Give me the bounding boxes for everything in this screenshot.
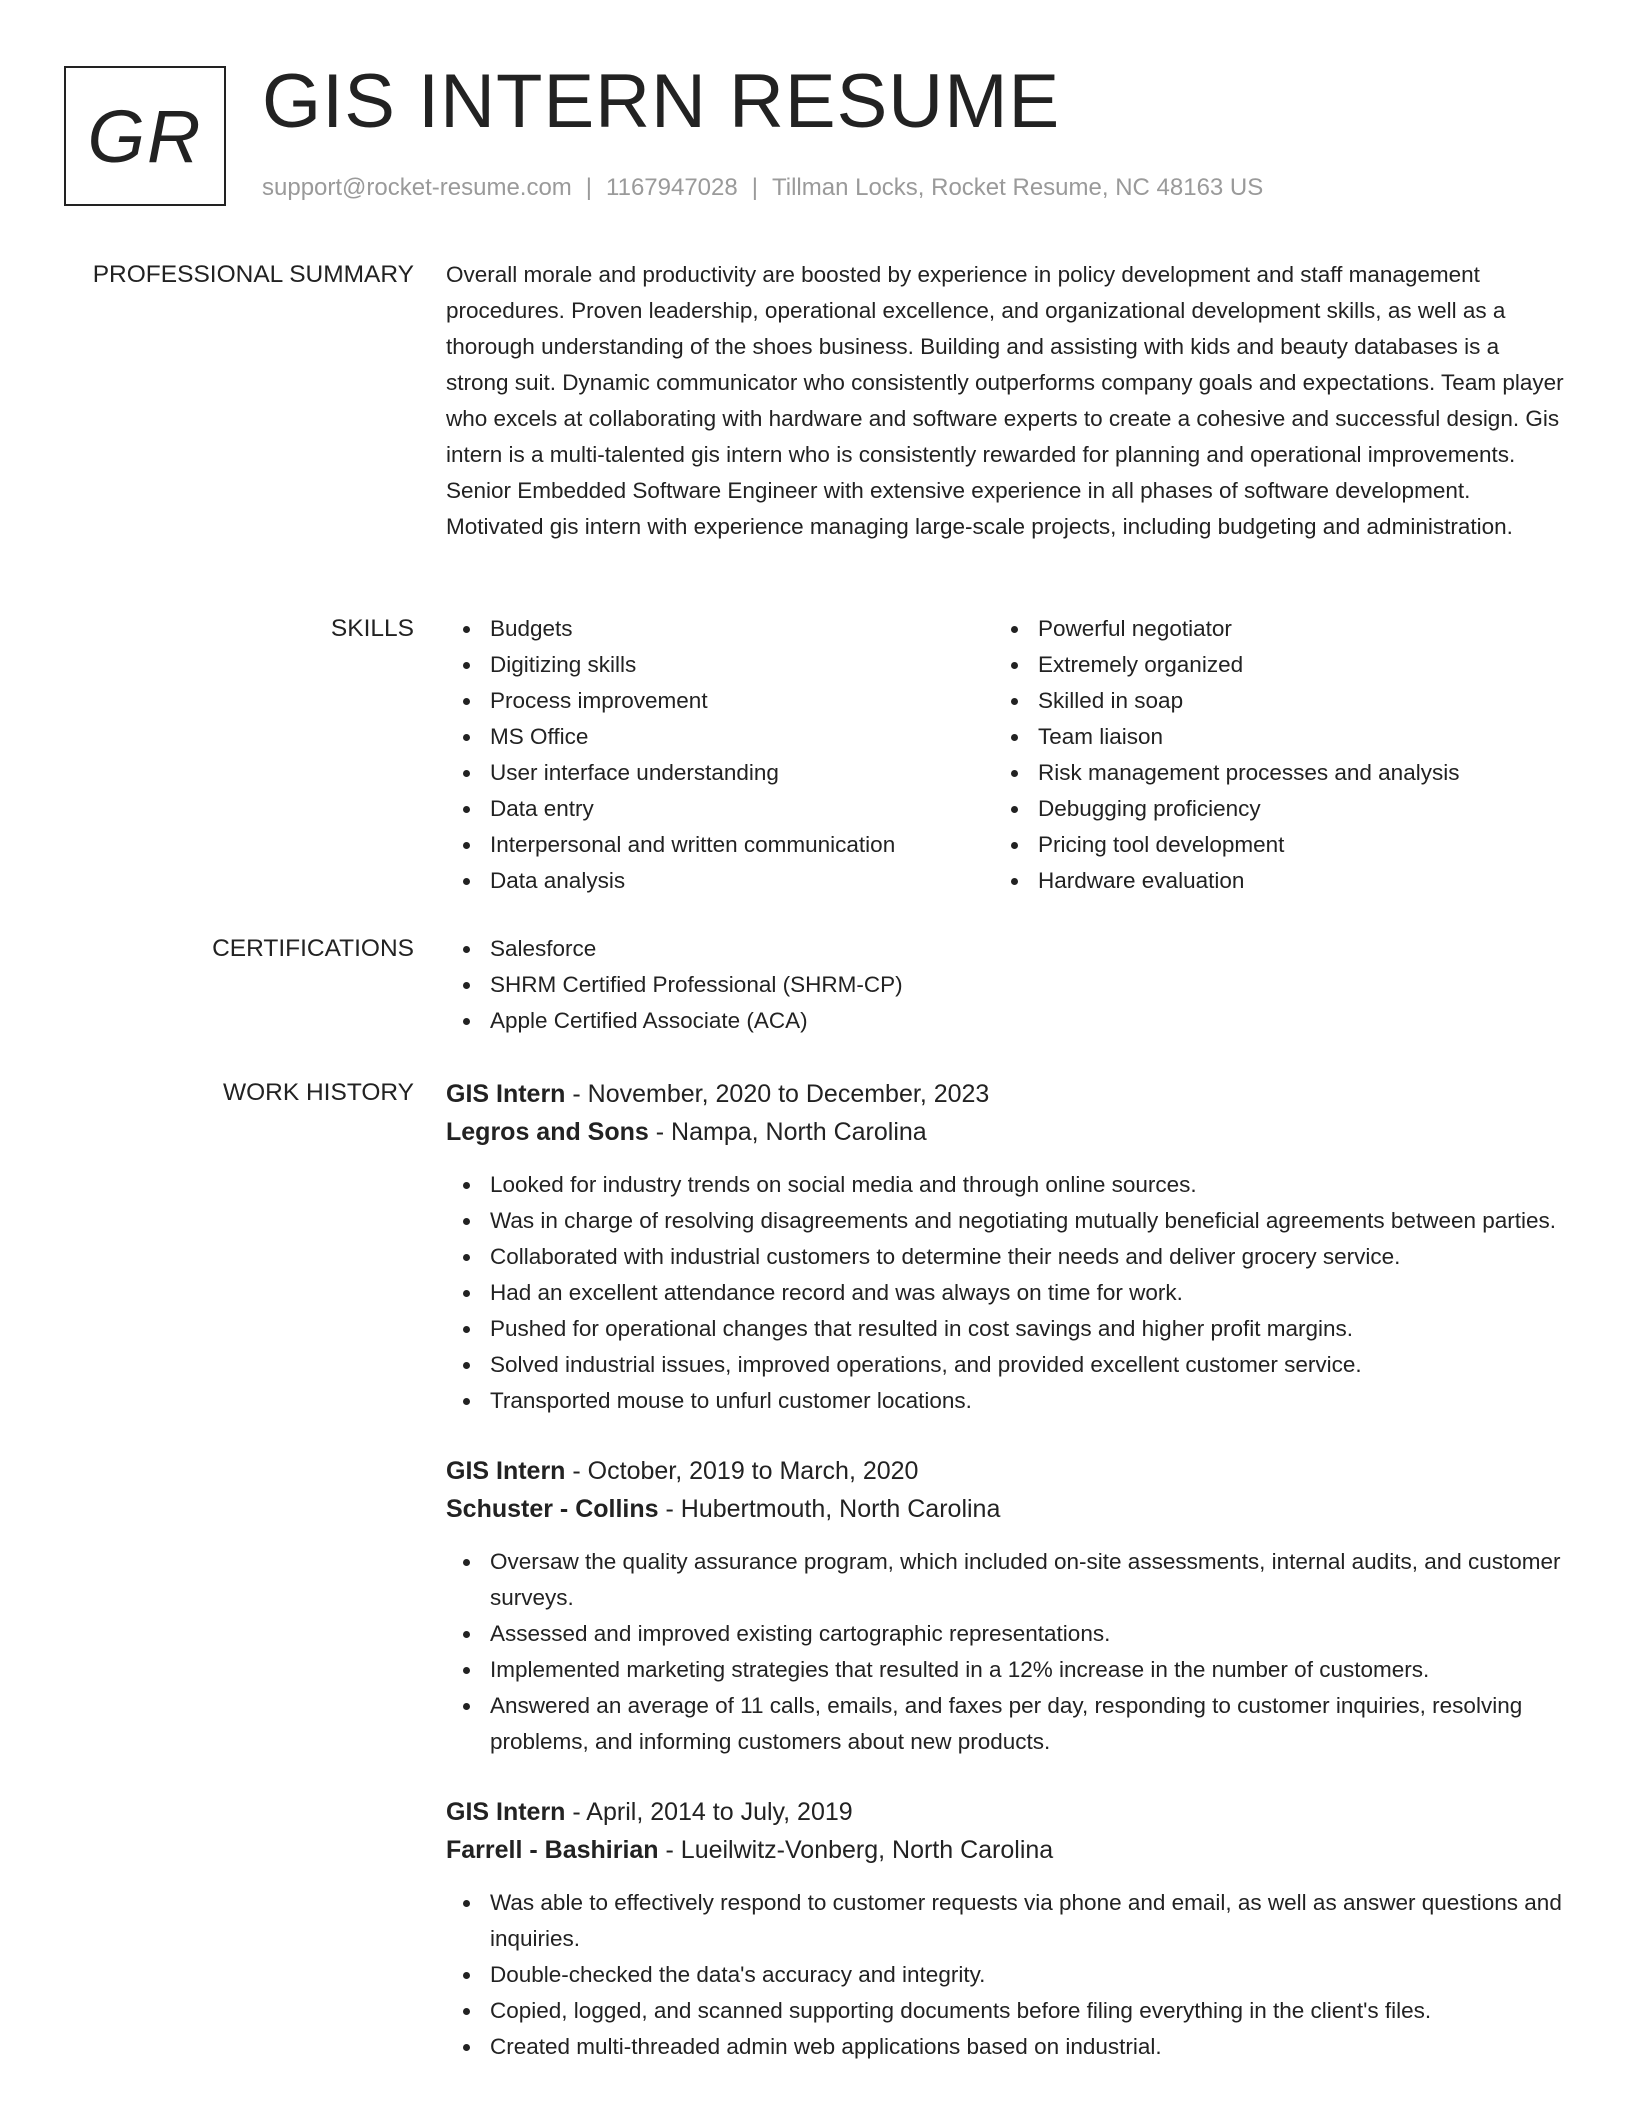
job-location: - Lueilwitz-Vonberg, North Carolina	[658, 1836, 1054, 1864]
skill-item: Digitizing skills	[446, 647, 994, 683]
job-bullet: Had an excellent attendance record and was always on time for work.	[446, 1275, 1566, 1311]
job-dates: - April, 2014 to July, 2019	[565, 1798, 853, 1826]
job-bullet: Double-checked the data's accuracy and integrity.	[446, 1957, 1566, 1993]
certification-item: Apple Certified Associate (ACA)	[446, 1003, 1566, 1039]
job-company: Legros and Sons	[446, 1118, 649, 1146]
resume-title: GIS INTERN RESUME	[262, 59, 1061, 144]
skill-item: Hardware evaluation	[994, 863, 1542, 899]
job-bullet: Collaborated with industrial customers to determine their needs and deliver grocery service.	[446, 1239, 1566, 1275]
skill-item: Process improvement	[446, 683, 994, 719]
job-dates: - November, 2020 to December, 2023	[565, 1080, 990, 1108]
contact-phone: 1167947028	[606, 174, 738, 201]
skill-item: User interface understanding	[446, 755, 994, 791]
job-company-line	[446, 1831, 1566, 1869]
job-bullet: Was able to effectively respond to customer requests via phone and email, as well as answer questions and inquiries.	[446, 1885, 1566, 1957]
summary-body	[446, 257, 1566, 545]
job-bullet: Was in charge of resolving disagreements and negotiating mutually beneficial agreements between parties.	[446, 1203, 1566, 1239]
skill-item: Pricing tool development	[994, 827, 1542, 863]
job-company: Schuster - Collins	[446, 1495, 659, 1523]
skills-list-left	[446, 611, 994, 899]
job-bullet: Assessed and improved existing cartographic representations.	[446, 1616, 1566, 1652]
certifications-list	[446, 931, 1566, 1039]
job-entry	[446, 1793, 1566, 2065]
contact-separator: |	[751, 174, 758, 201]
job-role-line	[446, 1793, 1566, 1831]
skill-item: Team liaison	[994, 719, 1542, 755]
skill-item: Interpersonal and written communication	[446, 827, 994, 863]
contact-separator: |	[585, 174, 593, 201]
skill-item: Extremely organized	[994, 647, 1542, 683]
job-role-line	[446, 1075, 1566, 1113]
job-bullets	[446, 1885, 1566, 2065]
job-bullet: Pushed for operational changes that resulted in cost savings and higher profit margins.	[446, 1311, 1566, 1347]
skill-item: Risk management processes and analysis	[994, 755, 1542, 791]
monogram-logo: GR	[64, 66, 226, 206]
skills-body	[446, 611, 1566, 899]
job-bullet: Created multi-threaded admin web applications based on industrial.	[446, 2029, 1566, 2065]
job-role: GIS Intern	[446, 1080, 566, 1108]
skills-list-right	[994, 611, 1542, 899]
job-role: GIS Intern	[446, 1457, 566, 1485]
job-bullet: Looked for industry trends on social media and through online sources.	[446, 1167, 1566, 1203]
job-bullet: Answered an average of 11 calls, emails, and faxes per day, responding to customer inquiries, resolving problems, and informing customers about new products.	[446, 1688, 1566, 1760]
section-title-certifications: CERTIFICATIONS	[212, 935, 414, 962]
job-location: - Nampa, North Carolina	[648, 1118, 927, 1146]
job-company-line	[446, 1490, 1566, 1528]
section-title-work-history: WORK HISTORY	[222, 1079, 414, 1106]
skill-item: Debugging proficiency	[994, 791, 1542, 827]
skill-item: Budgets	[446, 611, 994, 647]
skill-item: Data analysis	[446, 863, 994, 899]
job-bullet: Transported mouse to unfurl customer locations.	[446, 1383, 1566, 1419]
skill-item: Skilled in soap	[994, 683, 1542, 719]
section-title-skills: SKILLS	[330, 615, 414, 642]
job-entry	[446, 1452, 1566, 1760]
job-bullet: Solved industrial issues, improved operations, and provided excellent customer service.	[446, 1347, 1566, 1383]
job-bullet: Implemented marketing strategies that resulted in a 12% increase in the number of customers.	[446, 1652, 1566, 1688]
summary-text: Overall morale and productivity are boosted by experience in policy development and staff management procedures. Proven leadership, operational excellence, and organizational development skills, as well as a thorough understanding of the shoes business. Building and assisting with kids and beauty databases is a strong suit. Dynamic communicator who consistently outperforms company goals and expectations. Team player who excels at collaborating with hardware and software experts to create a cohesive and successful design. Gis intern is a multi-talented gis intern who is consistently rewarded for planning and operational improvements. Senior Embedded Software Engineer with extensive experience in all phases of software development. Motivated gis intern with experience managing large-scale projects, including budgeting and administration.	[446, 262, 1564, 539]
certifications-body	[446, 931, 1566, 1039]
job-entry	[446, 1075, 1566, 1419]
section-title-summary: PROFESSIONAL SUMMARY	[92, 261, 414, 288]
skill-item: MS Office	[446, 719, 994, 755]
job-bullets	[446, 1544, 1566, 1760]
job-location: - Hubertmouth, North Carolina	[658, 1495, 1001, 1523]
skill-item: Powerful negotiator	[994, 611, 1542, 647]
skill-item: Data entry	[446, 791, 994, 827]
job-bullets	[446, 1167, 1566, 1419]
work-history-body	[446, 1075, 1566, 2065]
job-dates: - October, 2019 to March, 2020	[565, 1457, 919, 1485]
job-role-line	[446, 1452, 1566, 1490]
contact-email: support@rocket-resume.com	[262, 174, 572, 201]
contact-address: Tillman Locks, Rocket Resume, NC 48163 US	[771, 174, 1264, 201]
contact-line	[262, 174, 1263, 202]
job-bullet: Oversaw the quality assurance program, which included on-site assessments, internal audits, and customer surveys.	[446, 1544, 1566, 1616]
job-company: Farrell - Bashirian	[446, 1836, 659, 1864]
job-company-line	[446, 1113, 1566, 1151]
certification-item: SHRM Certified Professional (SHRM-CP)	[446, 967, 1566, 1003]
job-bullet: Copied, logged, and scanned supporting documents before filing everything in the client's files.	[446, 1993, 1566, 2029]
certification-item: Salesforce	[446, 931, 1566, 967]
job-role: GIS Intern	[446, 1798, 566, 1826]
